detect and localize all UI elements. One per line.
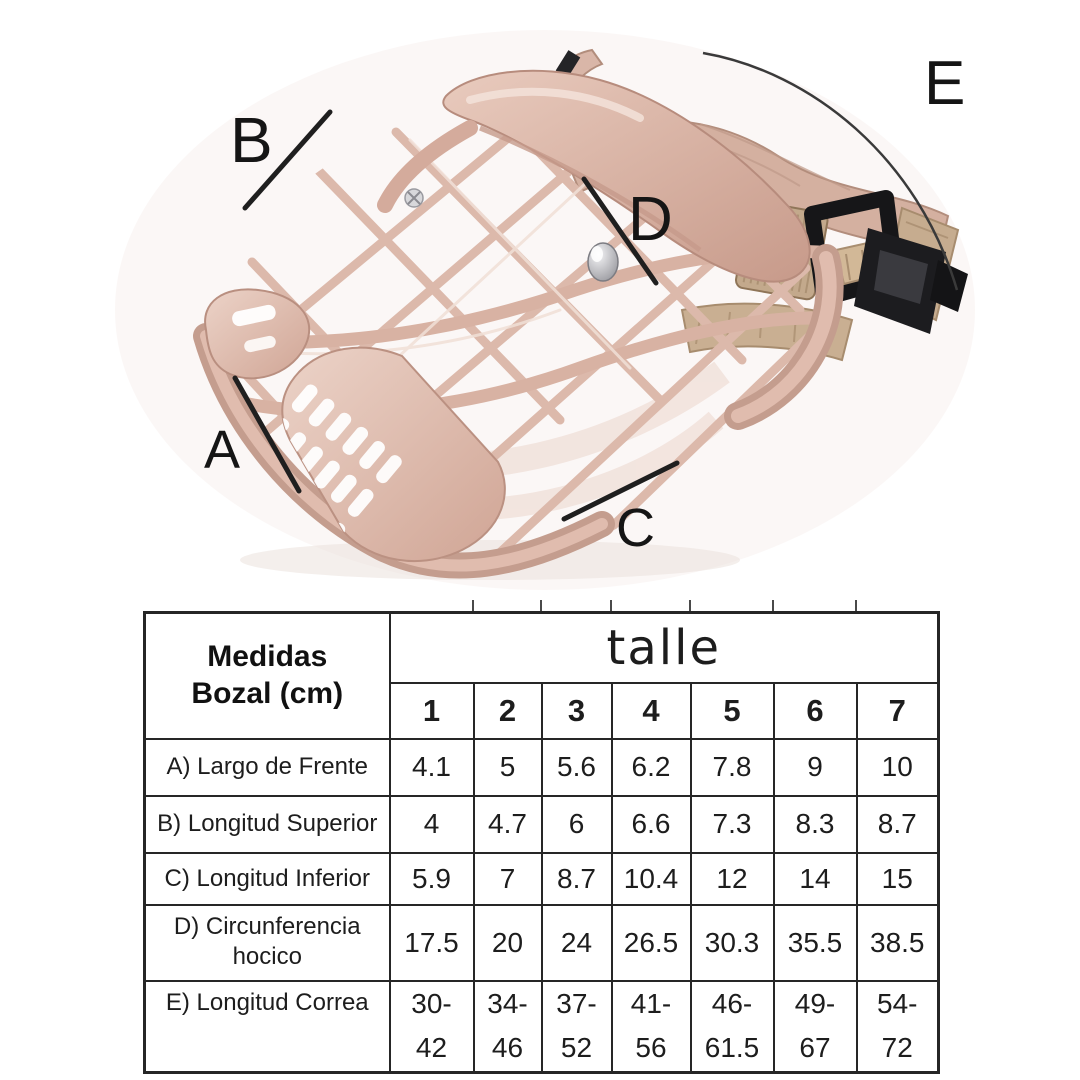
cell-C6: 14: [774, 853, 857, 905]
cell-E3: 37-52: [556, 987, 597, 1064]
cell-C2: 7: [474, 853, 542, 905]
table-row-C: [145, 853, 939, 905]
cell-D1: 17.5: [390, 905, 474, 981]
measure-label-B: B: [230, 104, 273, 176]
cell-B3: 6: [542, 796, 612, 853]
talle-header: talle: [390, 613, 939, 683]
cell-C3: 8.7: [542, 853, 612, 905]
cell-D5: 30.3: [691, 905, 774, 981]
cell-B5: 7.3: [691, 796, 774, 853]
cell-E7: 54-72: [877, 987, 918, 1064]
size-col-6: 6: [774, 683, 857, 739]
cell-B1: 4: [390, 796, 474, 853]
cell-E5: 46-61.5: [704, 987, 760, 1064]
measure-label-D: D: [628, 185, 673, 254]
size-col-7: 7: [857, 683, 939, 739]
cell-A7: 10: [857, 739, 939, 796]
cell-E6: 49-67: [794, 987, 836, 1064]
row-label-E: E) Longitud Correa: [145, 981, 390, 1073]
cell-B2: 4.7: [474, 796, 542, 853]
crop-tick: [540, 600, 542, 611]
row-label-B: B) Longitud Superior: [145, 796, 390, 853]
cell-E2: 34-46: [487, 987, 528, 1064]
cell-A5: 7.8: [691, 739, 774, 796]
size-col-3: 3: [542, 683, 612, 739]
table-row-A: [145, 739, 939, 796]
cell-D6: 35.5: [774, 905, 857, 981]
size-col-2: 2: [474, 683, 542, 739]
cell-B6: 8.3: [774, 796, 857, 853]
corner-line2: Bozal (cm): [191, 676, 344, 710]
crop-tick: [855, 600, 857, 611]
cell-A4: 6.2: [612, 739, 691, 796]
crop-tick: [689, 600, 691, 611]
row-label-C: C) Longitud Inferior: [145, 853, 390, 905]
crop-tick: [772, 600, 774, 611]
cell-B4: 6.6: [612, 796, 691, 853]
table-row-B: [145, 796, 939, 853]
table-row-D: [145, 905, 939, 981]
cell-E4: 41-56: [630, 987, 672, 1064]
cell-B7: 8.7: [857, 796, 939, 853]
corner-line1: Medidas: [207, 640, 328, 674]
cell-E1: 30-42: [411, 987, 452, 1064]
row-label-A: A) Largo de Frente: [145, 739, 390, 796]
size-col-1: 1: [390, 683, 474, 739]
rivet: [588, 243, 618, 281]
size-col-4: 4: [612, 683, 691, 739]
cell-A2: 5: [474, 739, 542, 796]
cell-D4: 26.5: [612, 905, 691, 981]
crop-tick: [610, 600, 612, 611]
cell-A1: 4.1: [390, 739, 474, 796]
cell-C5: 12: [691, 853, 774, 905]
cell-D3: 24: [542, 905, 612, 981]
size-col-5: 5: [691, 683, 774, 739]
cell-D7: 38.5: [857, 905, 939, 981]
cell-A6: 9: [774, 739, 857, 796]
measure-label-E: E: [924, 49, 966, 118]
crop-tick: [472, 600, 474, 611]
cell-C7: 15: [857, 853, 939, 905]
size-table: [143, 611, 940, 1074]
cell-D2: 20: [474, 905, 542, 981]
cell-C4: 10.4: [612, 853, 691, 905]
cell-A3: 5.6: [542, 739, 612, 796]
measure-label-C: C: [616, 498, 655, 558]
table-row-E: [145, 981, 939, 1073]
cell-C1: 5.9: [390, 853, 474, 905]
measure-label-A: A: [204, 420, 241, 480]
table-corner-header: [145, 613, 390, 739]
row-label-D: D) Circunferencia hocico: [145, 905, 390, 981]
